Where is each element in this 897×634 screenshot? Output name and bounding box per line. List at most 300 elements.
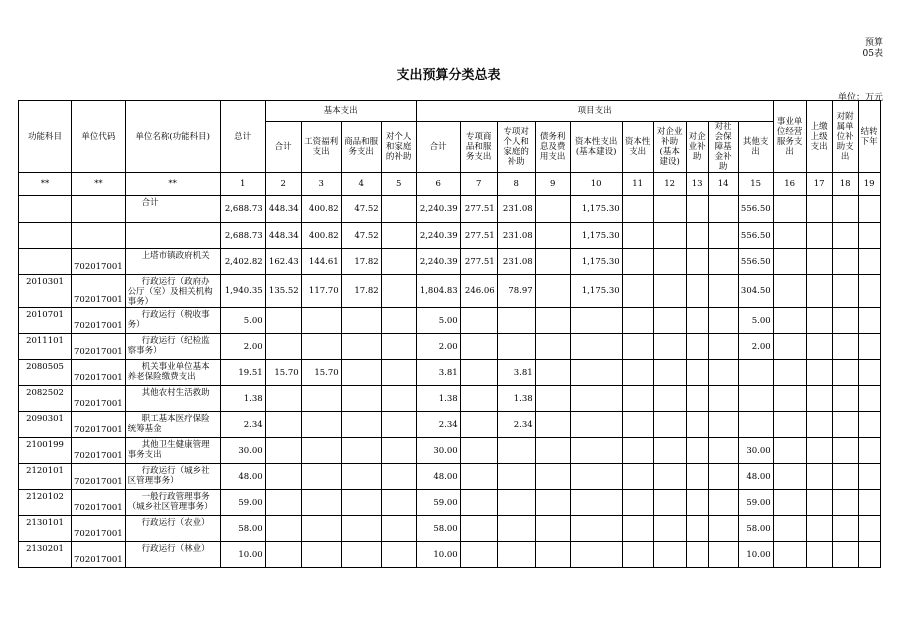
amount-cell bbox=[460, 542, 497, 568]
amount-cell bbox=[653, 196, 686, 223]
amount-cell: 246.06 bbox=[460, 275, 497, 308]
amount-cell: 1,940.35 bbox=[220, 275, 265, 308]
amount-cell bbox=[265, 464, 301, 490]
column-index-cell: 16 bbox=[773, 173, 806, 196]
amount-cell bbox=[622, 412, 653, 438]
header-unit-code: 单位代码 bbox=[72, 101, 126, 173]
amount-cell bbox=[535, 412, 570, 438]
amount-cell: 556.50 bbox=[738, 223, 773, 249]
header-affiliate-subsidy: 对附属单位补助支出 bbox=[832, 101, 858, 173]
func-code-cell: 2130201 bbox=[19, 542, 72, 568]
column-index-cell: 8 bbox=[497, 173, 535, 196]
amount-cell: 448.34 bbox=[265, 223, 301, 249]
amount-cell bbox=[381, 334, 416, 360]
amount-cell bbox=[832, 438, 858, 464]
amount-cell bbox=[265, 490, 301, 516]
column-index-cell: 15 bbox=[738, 173, 773, 196]
amount-cell: 78.97 bbox=[497, 275, 535, 308]
amount-cell bbox=[773, 386, 806, 412]
amount-cell bbox=[858, 275, 880, 308]
amount-cell: 231.08 bbox=[497, 223, 535, 249]
amount-cell bbox=[738, 360, 773, 386]
amount-cell bbox=[341, 516, 381, 542]
header-project: 项目支出 bbox=[416, 101, 773, 122]
amount-cell bbox=[265, 334, 301, 360]
unit-name-cell: 行政运行（政府办公厅（室）及相关机构事务） bbox=[125, 275, 220, 308]
amount-cell bbox=[341, 334, 381, 360]
amount-cell bbox=[858, 542, 880, 568]
amount-cell bbox=[708, 360, 738, 386]
amount-cell bbox=[460, 464, 497, 490]
amount-cell bbox=[301, 516, 341, 542]
amount-cell bbox=[858, 516, 880, 542]
amount-cell: 58.00 bbox=[416, 516, 460, 542]
header-inst-subsidy: 事业单位经营服务支出 bbox=[773, 101, 806, 173]
header-other: 其他支出 bbox=[738, 122, 773, 173]
column-index-cell: ** bbox=[125, 173, 220, 196]
amount-cell: 1,175.30 bbox=[570, 223, 622, 249]
amount-cell bbox=[265, 308, 301, 334]
amount-cell bbox=[858, 334, 880, 360]
unit-name-cell: 行政运行（农业） bbox=[125, 516, 220, 542]
table-row bbox=[19, 249, 881, 275]
amount-cell: 1,175.30 bbox=[570, 196, 622, 223]
amount-cell bbox=[381, 412, 416, 438]
amount-cell bbox=[806, 464, 832, 490]
form-number-line1: 预算 bbox=[864, 38, 883, 48]
header-basic: 基本支出 bbox=[265, 101, 416, 122]
amount-cell bbox=[570, 490, 622, 516]
amount-cell bbox=[381, 249, 416, 275]
amount-cell bbox=[381, 490, 416, 516]
amount-cell: 30.00 bbox=[220, 438, 265, 464]
column-index-cell: 4 bbox=[341, 173, 381, 196]
header-total: 总计 bbox=[220, 101, 265, 173]
amount-cell bbox=[686, 308, 708, 334]
func-code-cell: 2080505 bbox=[19, 360, 72, 386]
header-enterprise-infra: 对企业补助(基本建设) bbox=[653, 122, 686, 173]
amount-cell bbox=[832, 223, 858, 249]
func-code-cell: 2090301 bbox=[19, 412, 72, 438]
header-wages: 工资福利支出 bbox=[301, 122, 341, 173]
amount-cell bbox=[341, 412, 381, 438]
amount-cell bbox=[381, 196, 416, 223]
amount-cell: 556.50 bbox=[738, 196, 773, 223]
amount-cell bbox=[708, 275, 738, 308]
amount-cell bbox=[858, 438, 880, 464]
column-index-cell: 17 bbox=[806, 173, 832, 196]
amount-cell: 15.70 bbox=[301, 360, 341, 386]
table-row bbox=[19, 308, 881, 334]
table-row bbox=[19, 516, 881, 542]
amount-cell: 10.00 bbox=[738, 542, 773, 568]
amount-cell: 58.00 bbox=[738, 516, 773, 542]
amount-cell bbox=[301, 412, 341, 438]
amount-cell bbox=[686, 542, 708, 568]
amount-cell bbox=[535, 386, 570, 412]
amount-cell bbox=[535, 438, 570, 464]
amount-cell bbox=[497, 516, 535, 542]
unit-code-cell: 702017001 bbox=[72, 412, 126, 438]
amount-cell bbox=[806, 196, 832, 223]
header-unit-name: 单位名称(功能科目) bbox=[125, 101, 220, 173]
table-row bbox=[19, 438, 881, 464]
amount-cell: 1.38 bbox=[416, 386, 460, 412]
amount-cell bbox=[858, 196, 880, 223]
amount-cell: 400.82 bbox=[301, 223, 341, 249]
form-number bbox=[863, 38, 883, 60]
amount-cell bbox=[535, 516, 570, 542]
column-index-cell: 19 bbox=[858, 173, 880, 196]
func-code-cell bbox=[19, 249, 72, 275]
amount-cell bbox=[806, 386, 832, 412]
amount-cell bbox=[708, 490, 738, 516]
amount-cell bbox=[653, 334, 686, 360]
amount-cell bbox=[535, 275, 570, 308]
amount-cell bbox=[622, 360, 653, 386]
amount-cell: 15.70 bbox=[265, 360, 301, 386]
amount-cell: 2,240.39 bbox=[416, 223, 460, 249]
unit-code-cell: 702017001 bbox=[72, 360, 126, 386]
amount-cell: 10.00 bbox=[416, 542, 460, 568]
header-social-security: 对社会保障基金补助 bbox=[708, 122, 738, 173]
amount-cell bbox=[622, 490, 653, 516]
amount-cell bbox=[858, 308, 880, 334]
table-row bbox=[19, 334, 881, 360]
amount-cell: 2,688.73 bbox=[220, 223, 265, 249]
amount-cell bbox=[832, 334, 858, 360]
amount-cell: 17.82 bbox=[341, 275, 381, 308]
amount-cell bbox=[858, 412, 880, 438]
amount-cell: 277.51 bbox=[460, 223, 497, 249]
amount-cell bbox=[773, 412, 806, 438]
func-code-cell bbox=[19, 196, 72, 223]
column-index-cell: ** bbox=[19, 173, 72, 196]
amount-cell: 277.51 bbox=[460, 196, 497, 223]
table-row bbox=[19, 386, 881, 412]
amount-cell: 5.00 bbox=[738, 308, 773, 334]
amount-cell bbox=[535, 360, 570, 386]
amount-cell bbox=[460, 334, 497, 360]
column-index-cell: 7 bbox=[460, 173, 497, 196]
amount-cell bbox=[497, 464, 535, 490]
amount-cell bbox=[460, 412, 497, 438]
header-special-personal: 专项对个人和家庭的补助 bbox=[497, 122, 535, 173]
amount-cell bbox=[341, 386, 381, 412]
amount-cell bbox=[381, 464, 416, 490]
func-code-cell: 2120101 bbox=[19, 464, 72, 490]
amount-cell bbox=[460, 308, 497, 334]
amount-cell: 231.08 bbox=[497, 196, 535, 223]
unit-code-cell: 702017001 bbox=[72, 334, 126, 360]
header-capital-infra: 资本性支出(基本建设) bbox=[570, 122, 622, 173]
amount-cell bbox=[301, 334, 341, 360]
amount-cell bbox=[653, 464, 686, 490]
amount-cell: 556.50 bbox=[738, 249, 773, 275]
amount-cell bbox=[622, 386, 653, 412]
amount-cell bbox=[708, 308, 738, 334]
func-code-cell: 2010701 bbox=[19, 308, 72, 334]
amount-cell bbox=[301, 308, 341, 334]
unit-label: 单位：万元 bbox=[837, 93, 883, 103]
column-index-cell: 14 bbox=[708, 173, 738, 196]
amount-cell bbox=[806, 275, 832, 308]
amount-cell: 2,688.73 bbox=[220, 196, 265, 223]
amount-cell: 277.51 bbox=[460, 249, 497, 275]
amount-cell bbox=[832, 464, 858, 490]
amount-cell: 48.00 bbox=[738, 464, 773, 490]
amount-cell bbox=[773, 360, 806, 386]
amount-cell bbox=[708, 386, 738, 412]
amount-cell bbox=[773, 438, 806, 464]
unit-code-cell: 702017001 bbox=[72, 464, 126, 490]
unit-code-cell: 702017001 bbox=[72, 386, 126, 412]
table-row bbox=[19, 412, 881, 438]
amount-cell bbox=[773, 275, 806, 308]
column-index-cell: 5 bbox=[381, 173, 416, 196]
amount-cell bbox=[773, 249, 806, 275]
unit-name-cell: 合计 bbox=[125, 196, 220, 223]
amount-cell bbox=[686, 464, 708, 490]
amount-cell bbox=[460, 386, 497, 412]
table-row bbox=[19, 490, 881, 516]
amount-cell: 117.70 bbox=[301, 275, 341, 308]
amount-cell bbox=[535, 196, 570, 223]
header-enterprise: 对企业补助 bbox=[686, 122, 708, 173]
amount-cell bbox=[773, 516, 806, 542]
column-index-cell: 6 bbox=[416, 173, 460, 196]
amount-cell bbox=[806, 334, 832, 360]
amount-cell bbox=[858, 464, 880, 490]
column-index-cell: 1 bbox=[220, 173, 265, 196]
amount-cell bbox=[773, 196, 806, 223]
amount-cell: 47.52 bbox=[341, 223, 381, 249]
unit-code-cell bbox=[72, 196, 126, 223]
table-row bbox=[19, 464, 881, 490]
func-code-cell bbox=[19, 223, 72, 249]
amount-cell bbox=[686, 334, 708, 360]
amount-cell bbox=[653, 275, 686, 308]
amount-cell bbox=[806, 490, 832, 516]
amount-cell bbox=[497, 334, 535, 360]
amount-cell bbox=[341, 438, 381, 464]
amount-cell bbox=[832, 360, 858, 386]
amount-cell bbox=[570, 438, 622, 464]
unit-code-cell: 702017001 bbox=[72, 542, 126, 568]
amount-cell bbox=[570, 464, 622, 490]
amount-cell bbox=[535, 464, 570, 490]
amount-cell bbox=[265, 438, 301, 464]
amount-cell: 2.00 bbox=[220, 334, 265, 360]
amount-cell bbox=[806, 360, 832, 386]
amount-cell bbox=[381, 438, 416, 464]
column-index-cell: ** bbox=[72, 173, 126, 196]
amount-cell bbox=[653, 360, 686, 386]
amount-cell bbox=[497, 542, 535, 568]
amount-cell bbox=[806, 516, 832, 542]
amount-cell bbox=[497, 308, 535, 334]
header-basic-sum: 合计 bbox=[265, 122, 301, 173]
amount-cell bbox=[858, 249, 880, 275]
amount-cell bbox=[341, 308, 381, 334]
amount-cell bbox=[460, 360, 497, 386]
amount-cell bbox=[497, 438, 535, 464]
amount-cell bbox=[832, 249, 858, 275]
amount-cell bbox=[341, 490, 381, 516]
unit-code-cell: 702017001 bbox=[72, 490, 126, 516]
func-code-cell: 2011101 bbox=[19, 334, 72, 360]
amount-cell bbox=[341, 542, 381, 568]
func-code-cell: 2082502 bbox=[19, 386, 72, 412]
amount-cell bbox=[460, 438, 497, 464]
amount-cell: 3.81 bbox=[416, 360, 460, 386]
amount-cell bbox=[301, 438, 341, 464]
amount-cell bbox=[773, 542, 806, 568]
amount-cell bbox=[535, 249, 570, 275]
amount-cell bbox=[341, 464, 381, 490]
amount-cell bbox=[686, 249, 708, 275]
header-carry-forward: 结转下年 bbox=[858, 101, 880, 173]
amount-cell: 1.38 bbox=[497, 386, 535, 412]
amount-cell: 162.43 bbox=[265, 249, 301, 275]
amount-cell bbox=[381, 223, 416, 249]
table-row bbox=[19, 542, 881, 568]
amount-cell bbox=[708, 334, 738, 360]
amount-cell: 144.61 bbox=[301, 249, 341, 275]
amount-cell: 30.00 bbox=[738, 438, 773, 464]
unit-name-cell: 行政运行（纪检监察事务） bbox=[125, 334, 220, 360]
amount-cell bbox=[653, 249, 686, 275]
column-index-cell: 18 bbox=[832, 173, 858, 196]
amount-cell: 2,402.82 bbox=[220, 249, 265, 275]
amount-cell bbox=[497, 490, 535, 516]
amount-cell bbox=[686, 275, 708, 308]
amount-cell bbox=[773, 334, 806, 360]
amount-cell: 400.82 bbox=[301, 196, 341, 223]
amount-cell bbox=[686, 490, 708, 516]
amount-cell bbox=[806, 249, 832, 275]
amount-cell: 2,240.39 bbox=[416, 196, 460, 223]
amount-cell bbox=[686, 386, 708, 412]
unit-code-cell: 702017001 bbox=[72, 438, 126, 464]
amount-cell bbox=[832, 386, 858, 412]
amount-cell: 48.00 bbox=[416, 464, 460, 490]
header-upper-expense: 上缴上级支出 bbox=[806, 101, 832, 173]
amount-cell: 2.00 bbox=[738, 334, 773, 360]
header-goods: 商品和服务支出 bbox=[341, 122, 381, 173]
amount-cell bbox=[460, 490, 497, 516]
amount-cell bbox=[653, 490, 686, 516]
header-special-goods: 专项商品和服务支出 bbox=[460, 122, 497, 173]
amount-cell: 1.38 bbox=[220, 386, 265, 412]
amount-cell: 10.00 bbox=[220, 542, 265, 568]
amount-cell bbox=[381, 275, 416, 308]
amount-cell bbox=[381, 360, 416, 386]
amount-cell bbox=[301, 542, 341, 568]
table-row bbox=[19, 223, 881, 249]
func-code-cell: 2100199 bbox=[19, 438, 72, 464]
amount-cell bbox=[265, 542, 301, 568]
amount-cell bbox=[653, 412, 686, 438]
amount-cell bbox=[653, 308, 686, 334]
amount-cell bbox=[832, 412, 858, 438]
form-number-line2: 05表 bbox=[862, 49, 883, 59]
amount-cell bbox=[832, 490, 858, 516]
amount-cell bbox=[265, 516, 301, 542]
amount-cell bbox=[858, 490, 880, 516]
table-row bbox=[19, 360, 881, 386]
unit-code-cell: 702017001 bbox=[72, 275, 126, 308]
amount-cell: 2.34 bbox=[220, 412, 265, 438]
amount-cell: 19.51 bbox=[220, 360, 265, 386]
amount-cell bbox=[832, 308, 858, 334]
func-code-cell: 2120102 bbox=[19, 490, 72, 516]
header-personal-b: 对个人和家庭的补助 bbox=[381, 122, 416, 173]
amount-cell bbox=[622, 464, 653, 490]
amount-cell bbox=[653, 438, 686, 464]
amount-cell: 17.82 bbox=[341, 249, 381, 275]
amount-cell bbox=[622, 438, 653, 464]
amount-cell bbox=[686, 196, 708, 223]
table-row bbox=[19, 196, 881, 223]
amount-cell bbox=[806, 438, 832, 464]
table-row bbox=[19, 275, 881, 308]
amount-cell bbox=[832, 516, 858, 542]
amount-cell bbox=[653, 223, 686, 249]
amount-cell: 59.00 bbox=[220, 490, 265, 516]
amount-cell bbox=[570, 334, 622, 360]
unit-name-cell: 职工基本医疗保险统筹基金 bbox=[125, 412, 220, 438]
header-capital: 资本性支出 bbox=[622, 122, 653, 173]
amount-cell bbox=[773, 490, 806, 516]
amount-cell bbox=[570, 412, 622, 438]
amount-cell: 304.50 bbox=[738, 275, 773, 308]
amount-cell bbox=[708, 249, 738, 275]
amount-cell bbox=[773, 223, 806, 249]
amount-cell: 58.00 bbox=[220, 516, 265, 542]
unit-name-cell: 上塔市镇政府机关 bbox=[125, 249, 220, 275]
unit-name-cell: 其他农村生活救助 bbox=[125, 386, 220, 412]
unit-name-cell: 机关事业单位基本养老保险缴费支出 bbox=[125, 360, 220, 386]
header-proj-sum: 合计 bbox=[416, 122, 460, 173]
amount-cell bbox=[341, 360, 381, 386]
unit-code-cell bbox=[72, 223, 126, 249]
amount-cell bbox=[570, 516, 622, 542]
amount-cell bbox=[686, 516, 708, 542]
amount-cell bbox=[622, 308, 653, 334]
unit-name-cell bbox=[125, 223, 220, 249]
amount-cell bbox=[622, 516, 653, 542]
header-func-code: 功能科目 bbox=[19, 101, 72, 173]
amount-cell bbox=[535, 334, 570, 360]
amount-cell bbox=[301, 386, 341, 412]
amount-cell: 448.34 bbox=[265, 196, 301, 223]
amount-cell: 1,175.30 bbox=[570, 275, 622, 308]
amount-cell bbox=[858, 386, 880, 412]
func-code-cell: 2010301 bbox=[19, 275, 72, 308]
amount-cell: 5.00 bbox=[416, 308, 460, 334]
amount-cell bbox=[832, 275, 858, 308]
amount-cell bbox=[301, 490, 341, 516]
unit-code-cell: 702017001 bbox=[72, 308, 126, 334]
amount-cell bbox=[806, 542, 832, 568]
amount-cell bbox=[708, 412, 738, 438]
amount-cell bbox=[265, 412, 301, 438]
column-index-cell: 3 bbox=[301, 173, 341, 196]
amount-cell: 59.00 bbox=[738, 490, 773, 516]
amount-cell: 48.00 bbox=[220, 464, 265, 490]
column-index-cell: 11 bbox=[622, 173, 653, 196]
